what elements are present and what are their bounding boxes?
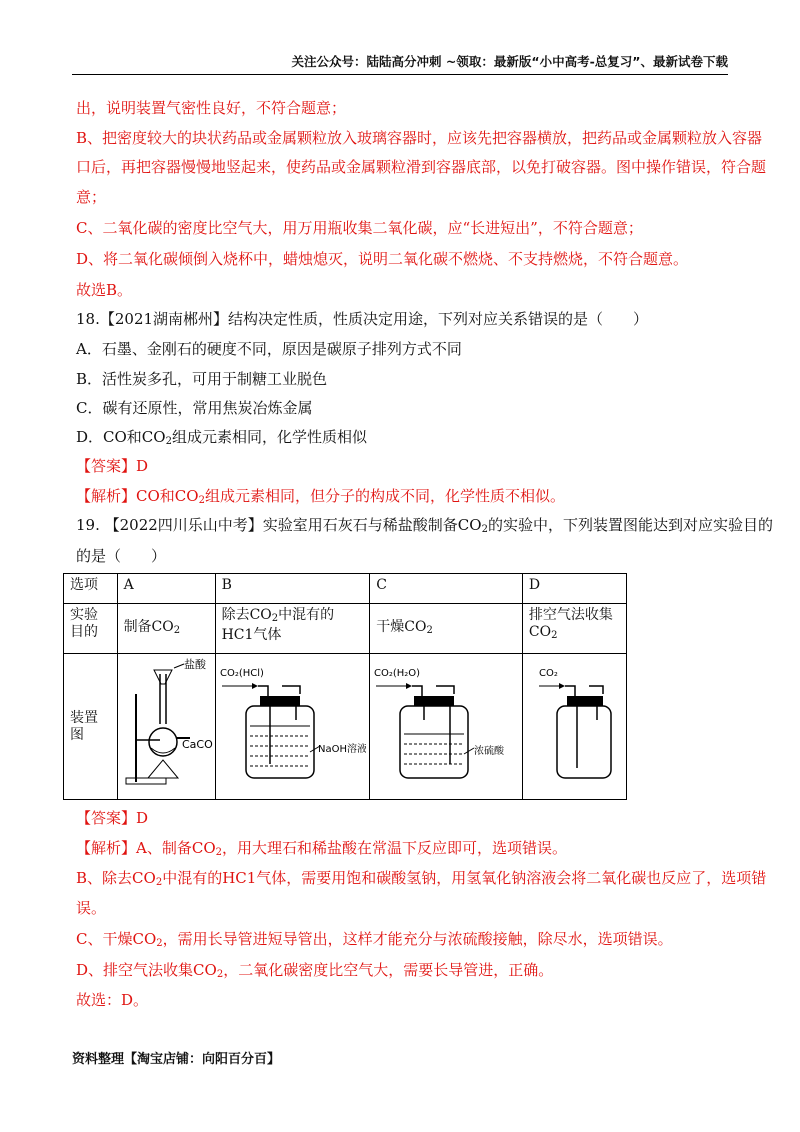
q18-answer: 【答案】D [76,457,149,475]
table-cell-a-purpose: 制备$CO_2$ [117,604,215,654]
table-cell-b-purpose: 除去$CO_2$中混有的HC1气体 [215,604,370,654]
q18-option-a: A．石墨、金刚石的硬度不同，原因是碳原子排列方式不同 [76,340,462,358]
q18-analysis: 【解析】CO和$CO_2$组成元素相同，但分子的构成不同，化学性质不相似。 [76,487,565,506]
prev-line-5: C、二氧化碳的密度比空气大，用万用瓶收集二氧化碳，应“长进短出”，不符合题意； [76,219,643,237]
table-cell-d-purpose: 排空气法收集$CO_2$ [522,604,626,654]
q18-option-b: B．活性炭多孔，可用于制糖工业脱色 [76,370,328,388]
svg-text:盐酸: 盐酸 [183,658,206,671]
table-row-apparatus-label: 装置图 [64,654,118,800]
q19-analysis-b1: B、除去$CO_2$中混有的HC1气体，需要用饱和碳酸氢钠，用氢氧化钠溶液会将二氧化碳也反应了，选项错 [76,869,767,888]
q19-final: 故选：D。 [76,991,149,1009]
table-cell-b-figure [215,654,370,800]
apparatus-b-figure [216,654,366,794]
page-header: 关注公众号：陆陆高分冲刺 ~领取：最新版“小中高考-总复习”、最新试卷下载 [72,54,728,75]
q19-stem-2: 的是（ ） [76,547,167,565]
q19-analysis-a: 【解析】A、制备$CO_2$，用大理石和稀盐酸在常温下反应即可，选项错误。 [76,839,568,858]
q18-option-c: C．碳有还原性，常用焦炭冶炼金属 [76,399,313,417]
svg-text:CaCO: CaCO [181,738,213,751]
table-header-c: C [370,574,523,604]
apparatus-d-figure [523,654,625,794]
table-header-d: D [522,574,626,604]
table-header-option: 选项 [64,574,118,604]
prev-line-4: 意； [76,188,107,206]
table-row-purpose-label: 实验目的 [64,604,118,654]
q18-option-d: D．CO和$CO_2$组成元素相同，化学性质相似 [76,428,367,447]
svg-text:CO₂(H₂O): CO₂(H₂O) [374,668,421,679]
apparatus-c-figure [370,654,520,794]
q18-stem: 18.【2021湖南郴州】结构决定性质，性质决定用途，下列对应关系错误的是（ ） [76,310,649,328]
table-header-b: B [215,574,370,604]
svg-text:NaOH溶液: NaOH溶液 [317,744,366,755]
q19-table [63,573,627,800]
table-cell-c-figure [370,654,523,800]
table-header-a: A [117,574,215,604]
prev-line-6: D、将二氧化碳倾倒入烧杯中，蜡烛熄灭，说明二氧化碳不燃烧、不支持燃烧，不符合题意。 [76,250,689,268]
apparatus-a-figure [118,654,214,794]
prev-line-7: 故选B。 [76,281,133,299]
q19-analysis-b2: 误。 [76,899,107,917]
table-cell-c-purpose: 干燥$CO_2$ [370,604,523,654]
svg-text:CO₂(HCl): CO₂(HCl) [219,668,264,679]
table-cell-a-figure [117,654,215,800]
q19-analysis-d: D、排空气法收集$CO_2$，二氧化碳密度比空气大，需要长导管进，正确。 [76,961,554,980]
q19-answer: 【答案】D [76,809,149,827]
q19-analysis-c: C、干燥$CO_2$，需用长导管进短导管出，这样才能充分与浓硫酸接触，除尽水，选项错误。 [76,930,673,949]
prev-line-1: 出，说明装置气密性良好，不符合题意； [76,99,347,117]
svg-text:CO₂: CO₂ [538,668,558,679]
prev-line-3: 口后，再把容器慢慢地竖起来，使药品或金属颗粒滑到容器底部，以免打破容器。图中操作错误，符合题 [76,158,767,176]
svg-text:浓硫酸: 浓硫酸 [474,746,505,757]
q19-stem: 19. 【2022四川乐山中考】实验室用石灰石与稀盐酸制备$CO_2$的实验中，下列装置图能达到对应实验目的 [76,516,773,535]
prev-line-2: B、把密度较大的块状药品或金属颗粒放入玻璃容器时，应该先把容器横放，把药品或金属颗粒放入容器 [76,129,763,147]
table-cell-d-figure [522,654,626,800]
page-footer: 资料整理【淘宝店铺：向阳百分百】 [72,1052,281,1067]
